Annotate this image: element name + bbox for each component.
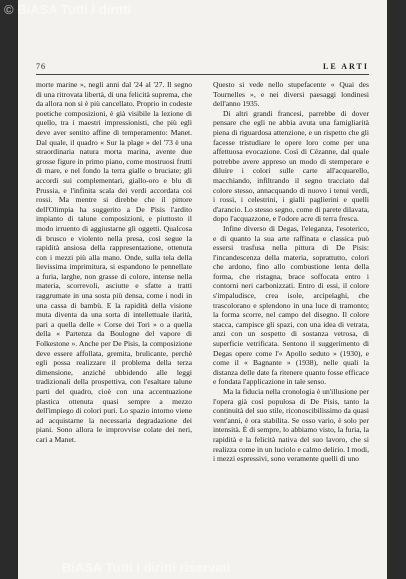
magazine-title: LE ARTI: [323, 62, 369, 71]
document-page: [18, 0, 387, 579]
watermark-top: © BiASA Tutti i diritti: [4, 2, 132, 17]
page-number: 76: [36, 62, 46, 71]
header-rule: [36, 74, 369, 75]
paragraph: Questo si vede nello stupefacente « Quai des Tournelles », e nei diversi paesaggi londinesi dell'anno 1935.: [213, 80, 369, 109]
watermark-bottom: BiASA Tutti i diritti riservati: [62, 560, 231, 575]
paragraph: Ma la fiducia nella cronologia è un'illusione per l'opera già così populosa di De Pisis, tanto la continuità del suo stile, riconoscibilissimo da quasi vent'anni, è ora stabilita. Se osso vario, è solo per intensità. È di sempre, lo abbiamo visto, la furia, la rapidità e la felicità nativa del suo lavoro, che si realizza come in un luciolo e calmo delirio. I modi, i mezzi espressivi, sono veramente quelli di uno: [213, 387, 369, 464]
paragraph: Infine diverso di Degas, l'eleganza, l'esoterico, e di quanto la sua arte raffinata e classica può essersi trasfusa nella pittura di De Pisis: l'incandescenza della materia, soprattutto, colori che ardono, fino allo combustione lenta della forma, che ristagna, brace soffocata entro i contorni neri carbonizzati. Entro di essi, il colore s'impaludisce, crea isole, arcipelaghi, che trascolorano e splendono in una luce di tramonto; la forma scorre, nel campo del disegno. Il colore stacca, campisce gli spazi, con una idea di vetrata, anzi con un sospetto di sostanza vetrosa, di superficie vetrificata. Sentono il suggerimento di Degas opere come l'« Apollo seduto » (1930), e come il « Bagnante » (1938), nelle quali la distanza delle date fa ritenere quanto fosse efficace e fondata l'applicazione in tale senso.: [213, 223, 369, 387]
paragraph: Di altri grandi francesi, parrebbe di dover pensare che egli ne abbia avuta una famigliarità piena di riguardosa attenzione, e un rispetto che gli facesse tristudiare le opere loro come per una affettuosa evocazione. Così di Cézanne, dal quale potrebbe avere appreso un modo di stemperare e diluire i colori sulle carte all'acquarello, macchiando, infiltrando il segno tracciato dal colore stesso, annacquando di nuovo i tenui verdi, i rossi, i celestrini, i gialli paglierini e quelli d'arancio. Lo stesso segno, come di parete dilavata, dopo l'acquazzone, e l'odore acre di terra fresca.: [213, 108, 369, 224]
paragraph: morte marine », negli anni dal '24 al '27. Il segno di una ritrovata libertà, di una felicità suprema, che da allora non si è più cancellato. Proprio in codeste poetiche composizioni, è già visibile la lezione di quello, tra i maestri impressionisti, che più egli deve aver sentito affine di temperamento: Manet. Dal quale, il quadro « Sur la plage » del '73 è una straordinaria natura morta marina, avente due grosse figure in primo piano, come mostruosi frutti di mare, e nel fondo la terra gialle o bruciate; gli accordi sui complementari, giallo-oro e blu di Prussia, e l'infinita scala dei verdi accordata coi rossi. Ma mentre si direbbe che il pittore dell'Olimpia ha suggerito a De Pisis l'ardito impianto di talune composizioni, e piuttosto il modo irruento di aggiustarne gli oggetti. Qualcosa di brusco e violento nella presa, così segue la rapidità ansiosa della rappresentazione, ottenuta con i mezzi più alla mano. Onde, sulla tela della lievissima imprimitura, si espandono le pennellate a furia, larghe, non grasse di colore, intense nella materia, scorrevoli, asciutte e sfatte a tratti raggrumate in una sosta più densa, come i nodi in una cassa di bambù. E la rapidità della visione muta diventa da una sorta di intellettuale ilarità, pari a quella delle « Corse dei Tori » o a quella della « Partenza da Boulogne del vapore di Folkestone ». Anche per De Pisis, la composizione deve essere affollata, gremita, brulicante, perchè egli possa realizzare il problema della terza dimensione, anziché ubbidendo alle leggi tradizionali della prospettiva, con l'esaltare talune parti del quadro, cioè con una accentuazione plastica ottenuta quasi sempre a mezzo dell'impiego di colori puri. Lo spazio intorno viene ad acquistarne la necessaria degradazione dei piani. Sono allora le improvvise colate dei neri, cari a Manet.: [36, 80, 192, 444]
page-header: [36, 62, 369, 74]
left-column: [36, 80, 192, 542]
right-column: [213, 80, 369, 542]
